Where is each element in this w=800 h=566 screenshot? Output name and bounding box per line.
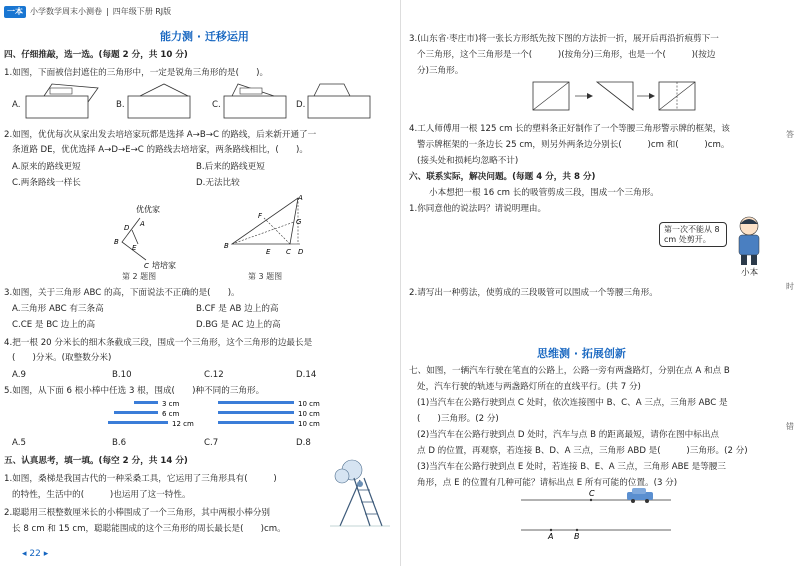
fig2-home-label: 优优家 xyxy=(136,205,160,214)
next-page-icon[interactable]: ▸ xyxy=(43,548,49,559)
part6-heading: 六、联系实际，解决问题。(每题 4 分，共 8 分) xyxy=(409,172,596,182)
part5-q2-line1: 2.聪聪用三根整数厘米长的小棒围成了一个三角形，其中两根小棒分别 xyxy=(4,508,271,518)
part6-intro: 小本想把一根 16 cm 长的吸管剪成三段，围成一个三角形。 xyxy=(429,188,659,198)
fig2-label-e: E xyxy=(132,244,137,252)
page-header xyxy=(4,6,171,18)
r-question-4-line2: 警示牌框架的一条边长 25 cm，则另外两条边分别长( )cm 和( )cm。 xyxy=(417,140,730,150)
part7-sub1-line1: (1)当汽车在公路行驶到点 C 处时，依次连接图中 B、C、A 三点，三角形 ABC 是 xyxy=(417,398,728,408)
stick-12cm xyxy=(108,421,168,424)
part7-sub1-line2: ( )三角形。(2 分) xyxy=(417,414,499,424)
figure-2-route xyxy=(96,192,186,276)
prev-page-icon[interactable]: ◂ xyxy=(22,548,30,559)
part7-sub3-line1: (3)当汽车在公路行驶到点 E 处时，若连接 B、E、A 三点，三角形 ABE 是等腰三 xyxy=(417,462,727,472)
fig2-label-d: D xyxy=(124,224,130,232)
stick-label-10cm-c: 10 cm xyxy=(298,420,320,428)
figure-3-caption: 第 3 题图 xyxy=(248,272,283,281)
figure-2-caption: 第 2 题图 xyxy=(122,272,157,281)
part5-q1-line2: 的特性，生活中的( )也运用了这一特性。 xyxy=(12,490,191,500)
r-question-4-line3: (接头处和损耗均忽略不计) xyxy=(417,156,519,166)
part7-line1: 七、如图，一辆汽车行驶在笔直的公路上，公路一旁有两盏路灯，分别在点 A 和点 B xyxy=(409,366,730,376)
q4-option-a[interactable]: A.9 xyxy=(12,370,26,380)
q1-envelope-figures xyxy=(8,82,388,126)
header-separator: | xyxy=(106,7,109,16)
stick-label-6cm: 6 cm xyxy=(162,410,180,418)
part5-heading: 五、认真思考，填一填。(每空 2 分，共 14 分) xyxy=(4,456,188,466)
kid-name: 小本 xyxy=(741,268,759,278)
q3-option-c[interactable]: C.CE 是 BC 边上的高 xyxy=(12,320,96,330)
q5-option-a[interactable]: A.5 xyxy=(12,438,26,448)
fig2-label-c: C xyxy=(144,262,149,270)
fig2-label-a: A xyxy=(140,220,145,228)
fig3-label-a: A xyxy=(298,194,303,202)
r-question-3-line2: 个三角形，这个三角形是一个( )(按角分)三角形，也是一个( )(按边 xyxy=(417,50,716,60)
r-question-3-line3: 分)三角形。 xyxy=(417,66,464,76)
part6-q2: 2.请写出一种剪法，使剪成的三段吸管可以围成一个等腰三角形。 xyxy=(409,288,658,298)
envelope-option-a xyxy=(26,84,98,118)
question-4-2-line2: 条道路 DE，优优选择 A→D→E→C 的路线去培培家，两条路线相比，( )。 xyxy=(12,145,308,155)
q4-option-d[interactable]: D.14 xyxy=(296,370,317,380)
q1-option-c[interactable]: C. xyxy=(212,100,221,110)
fig2-dest-label: 培培家 xyxy=(152,261,176,270)
q3-option-b[interactable]: B.CF 是 AB 边上的高 xyxy=(196,304,279,314)
part7-line2: 处，汽车行驶的轨迹与两盏路灯所在的直线平行。(共 7 分) xyxy=(417,382,641,392)
side-tab-2: 时 xyxy=(786,282,794,291)
page-number-value: 22 xyxy=(29,548,41,559)
q1-option-d[interactable]: D. xyxy=(296,100,306,110)
q2-option-d[interactable]: D.无法比较 xyxy=(196,178,240,188)
fig3-label-c: C xyxy=(286,248,291,256)
brand-logo: 一本 xyxy=(4,6,26,18)
part7-sub2-line2: 点 D 的位置，再观察，若连接 B、D、A 三点，三角形 ABD 是( )三角形。(2 分) xyxy=(417,446,748,456)
q1-option-b[interactable]: B. xyxy=(116,100,125,110)
q5-option-d[interactable]: D.8 xyxy=(296,438,311,448)
question-4-1: 1.如图，下面被信封遮住的三角形中，一定是锐角三角形的是( )。 xyxy=(4,68,269,78)
road-label-c: C xyxy=(589,489,595,498)
fig3-label-g: G xyxy=(296,218,302,226)
side-tab-3: 错 xyxy=(786,422,794,431)
part4-heading: 四、仔细推敲，选一选。(每题 2 分，共 10 分) xyxy=(4,50,188,60)
q1-option-a[interactable]: A. xyxy=(12,100,21,110)
question-4-5: 5.如图，从下面 6 根小棒中任选 3 根，围成( )种不同的三角形。 xyxy=(4,386,265,396)
car-icon xyxy=(627,488,653,503)
q2-option-b[interactable]: B.后来的路线更短 xyxy=(196,162,265,172)
road-label-a: A xyxy=(548,532,554,540)
series-title: 小学数学周末小测卷 xyxy=(30,7,102,16)
section-title-thinking: 思维测 · 拓展创新 xyxy=(537,347,626,360)
figure-3-triangle xyxy=(224,192,314,276)
q4-option-b[interactable]: B.10 xyxy=(112,370,132,380)
part6-q1: 1.你同意他的说法吗？请说明理由。 xyxy=(409,204,547,214)
edition-label: 四年级下册 RJ版 xyxy=(112,7,172,16)
q4-option-c[interactable]: C.12 xyxy=(204,370,224,380)
envelope-option-c xyxy=(224,84,286,118)
q2-option-a[interactable]: A.原来的路线更短 xyxy=(12,162,81,172)
stick-10cm-a xyxy=(218,401,294,404)
section-title-ability: 能力测 · 迁移运用 xyxy=(160,30,249,43)
question-4-3: 3.如图，关于三角形 ABC 的高，下面说法不正确的是( )。 xyxy=(4,288,240,298)
envelope-svg xyxy=(8,82,388,122)
mulberry-ladder-illustration xyxy=(330,458,394,534)
fig3-label-b: B xyxy=(224,242,229,250)
kid-illustration xyxy=(731,214,767,270)
fig2-label-b: B xyxy=(114,238,119,246)
right-page xyxy=(400,0,800,566)
stick-label-10cm-b: 10 cm xyxy=(298,410,320,418)
stick-3cm xyxy=(134,401,158,404)
road-label-b: B xyxy=(574,532,580,540)
sticks-figure xyxy=(108,398,348,442)
stick-label-10cm-a: 10 cm xyxy=(298,400,320,408)
stick-10cm-c xyxy=(218,421,294,424)
stick-6cm xyxy=(114,411,158,414)
r-question-4-line1: 4.工人师傅用一根 125 cm 长的塑料条正好制作了一个等腰三角形警示牌的框架，该 xyxy=(409,124,730,134)
stick-10cm-b xyxy=(218,411,294,414)
r-question-3-line1: 3.(山东省·枣庄市)将一张长方形纸先按下图的方法折一折，展开后再沿折痕剪下一 xyxy=(409,34,719,44)
speech-bubble: 第一次不能从 8 cm 处剪开。 xyxy=(659,222,727,247)
part7-sub2-line1: (2)当汽车在公路行驶到点 D 处时，汽车与点 B 的距离最短，请你在图中标出点 xyxy=(417,430,720,440)
question-4-2-line1: 2.如图，优优每次从家出发去培培家玩都是选择 A→B→C 的路线，后来新开通了一 xyxy=(4,130,317,140)
q5-option-b[interactable]: B.6 xyxy=(112,438,127,448)
part7-sub3-line2: 角形，点 E 的位置有几种可能？请标出点 E 所有可能的位置。(3 分) xyxy=(417,478,678,488)
q3-option-d[interactable]: D.BG 是 AC 边上的高 xyxy=(196,320,281,330)
stick-label-3cm: 3 cm xyxy=(162,400,180,408)
envelope-option-d xyxy=(308,84,370,118)
page-number xyxy=(22,549,48,560)
side-tab-1: 答 xyxy=(786,130,794,139)
question-4-4-line2: ( )分米。(取整数分米) xyxy=(12,353,112,363)
paper-folding-figure xyxy=(531,80,701,120)
part5-q2-line2: 长 8 cm 和 15 cm，聪聪能围成的这个三角形的周长最长是( )cm。 xyxy=(12,524,286,534)
stick-label-12cm: 12 cm xyxy=(172,420,194,428)
question-4-4-line1: 4.把一根 20 分米长的细木条截成三段，围成一个三角形，这个三角形的边最长是 xyxy=(4,338,313,348)
fig3-label-f: F xyxy=(258,212,263,220)
fig3-label-e: E xyxy=(266,248,271,256)
road-figure xyxy=(511,488,691,544)
q5-option-c[interactable]: C.7 xyxy=(204,438,219,448)
q3-option-a[interactable]: A.三角形 ABC 有三条高 xyxy=(12,304,104,314)
part5-q1-line1: 1.如图，桑梯是我国古代的一种采桑工具，它运用了三角形具有( ) xyxy=(4,474,277,484)
envelope-option-b xyxy=(128,84,190,118)
fig3-label-d: D xyxy=(298,248,304,256)
q2-option-c[interactable]: C.两条路线一样长 xyxy=(12,178,81,188)
